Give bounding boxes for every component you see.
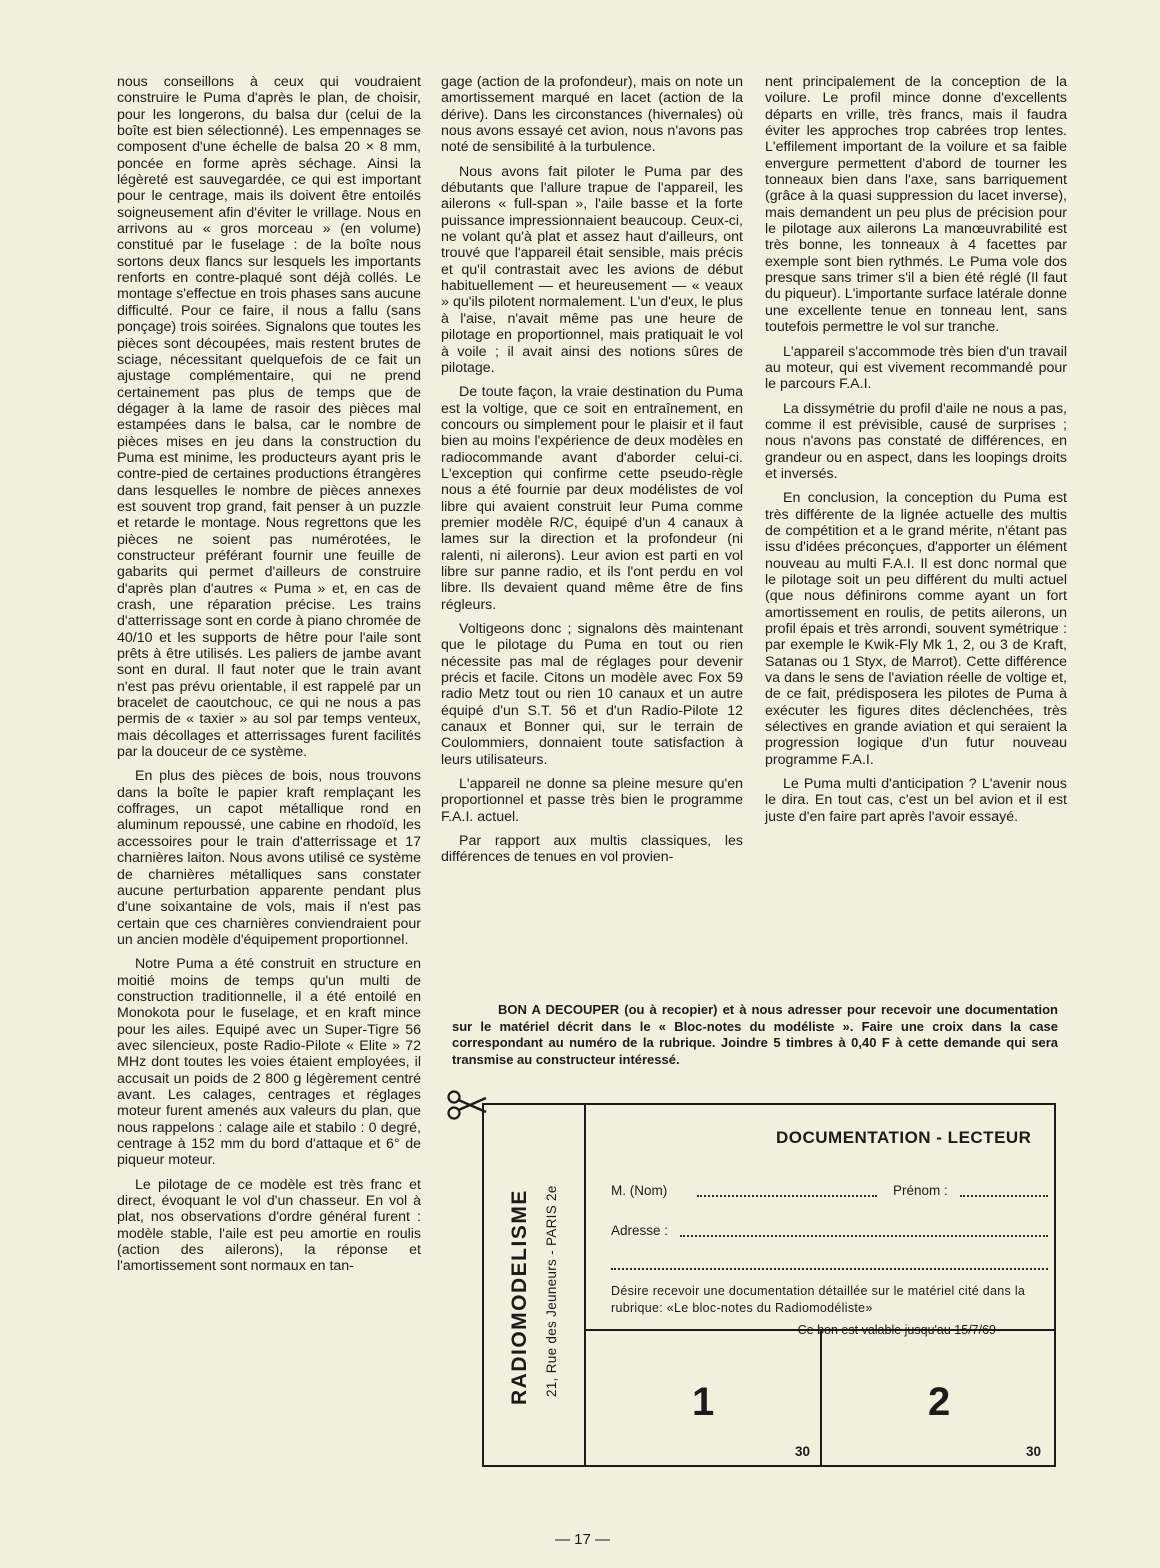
page-number: — 17 — xyxy=(555,1531,611,1548)
name-field[interactable] xyxy=(697,1195,877,1197)
address-field-line2[interactable] xyxy=(611,1268,1048,1270)
article-column-1 xyxy=(117,74,421,1283)
validity-note: - Ce bon est valable jusqu'au 15/7/69 xyxy=(790,1323,996,1337)
firstname-field[interactable] xyxy=(960,1195,1048,1197)
checkbox-2-code: 30 xyxy=(1026,1444,1042,1459)
coupon-notice: BON A DECOUPER (ou à recopier) et à nous adresser pour recevoir une documentation sur le matériel décrit dans le « Bloc-notes du modéliste ». Faire une croix dans la case correspondant au numéro de la rubrique. Joindre 5 timbres à 0,40 F à cette demande qui sera transmise au constructeur intéressé. xyxy=(452,1002,1058,1067)
checkbox-1-code: 30 xyxy=(795,1444,811,1459)
firstname-label: Prénom : xyxy=(893,1183,948,1198)
checkbox-1-number[interactable]: 1 xyxy=(692,1380,715,1424)
address-field[interactable] xyxy=(680,1235,1048,1237)
paragraph: Le pilotage de ce modèle est très franc et direct, évoquant le vol d'un chasseur. En vol à plat, nos observations d'ordre général furent : modèle stable, l'aile est peu amortie en roulis (action des ailerons), la réponse et l'amortissement sont normaux en tan- xyxy=(117,1176,421,1275)
name-label: M. (Nom) xyxy=(611,1183,668,1198)
article-column-2 xyxy=(441,74,743,874)
publisher-address: 21, Rue des Jeuneurs - PARIS 2e xyxy=(544,1185,559,1397)
paragraph: Nous avons fait piloter le Puma par des débutants que l'allure trapue de l'appareil, les ailerons « full-span », l'aile basse et la forte puissance impressionnaient beaucoup. Ceux-ci, ne volant qu'à plat et assez haut d'ailleurs, ont trouvé que l'appareil était sensible, mais précis et qu'il contrastait avec les avions de début habituellement — et heureusement — « veaux » qu'ils pilotent normalement. L'un d'eux, le plus à l'aise, n'avait même pas une heure de pilotage en proportionnel, mais pratiquait le vol à voile ; il avait ainsi des notions sûres de pilotage. xyxy=(441,163,743,376)
paragraph: Par rapport aux multis classiques, les différences de tenues en vol provien- xyxy=(441,833,743,866)
coupon-title: DOCUMENTATION - LECTEUR xyxy=(776,1128,1032,1147)
paragraph: L'appareil ne donne sa pleine mesure qu'en proportionnel et passe très bien le programme F.A.I. actuel. xyxy=(441,776,743,825)
publisher-sidebar xyxy=(484,1105,584,1463)
publisher-name: RADIOMODELISME xyxy=(508,1189,531,1405)
coupon-divider xyxy=(584,1105,586,1465)
paragraph: Le Puma multi d'anticipation ? L'avenir nous le dira. En tout cas, c'est un bel avion et il est juste d'en faire part après l'avoir essayé. xyxy=(765,776,1067,825)
paragraph: nous conseillons à ceux qui voudraient construire le Puma d'après le plan, de choisir, pour les longerons, du balsa dur (celui de la boîte est bien sélectionné). Les empennages se composent d'une échelle de balsa 20 × 8 mm, poncée en forme après séchage. Ainsi la légèreté est sauvegardée, ce qui est important pour le centrage, mais ils doivent être entoilés soigneusement afin d'éviter le vrillage. Nous en arrivons au « gros morceau » (en volume) constitué par le fuselage : de la boîte nous sortons deux flancs sur lesquels les importants renforts en contre-plaqué sont déjà collés. Le montage s'effectue en trois phases sans aucune difficulté. Pour ce faire, il nous a fallu (sans ponçage) trois soirées. Signalons que toutes les pièces sont découpées, mais restent brutes de sciage, nécessitant quelquefois de ce fait un ajustage complémentaire, qui ne prend certainement pas plus de temps que de dégager à la lame de rasoir des pièces mal estampées dans le balsa, car le nombre de pièces mises en jeu dans la construction du Puma est minime, les producteurs ayant pris le contre-pied de certaines productions étrangères dans lesquelles le nombre de pièces annexes est souvent trop grand, fait penser à un puzzle et retarde le montage. Nous regrettons que les pièces ne soient pas numérotées, le constructeur préférant fournir une feuille de gabarits qui permet d'ailleurs de construire d'après plan d'autres « Puma » et, en cas de crash, une réparation précise. Les trains d'atterrissage sont en corde à piano chromée de 40/10 et les supports de hêtre pour l'aile sont prêts à être utilisés. Les paliers de jambe avant sont en dural. Il faut noter que le train avant n'est pas prévu orientable, il est rappelé par un bracelet de caoutchouc, ce qui ne nous a pas permis de « taxier » au sol par temps venteux, mais décollages et atterrissages furent facilités par la douceur de ce système. xyxy=(117,74,421,761)
paragraph: De toute façon, la vraie destination du Puma est la voltige, que ce soit en entraînement, en concours ou simplement pour le plaisir et il faut bien au moins l'expérience de deux modèles en radiocommande avant d'aborder celui-ci. L'exception qui confirme cette pseudo-règle nous a été fournie par deux modélistes de vol libre qui avaient construit leur Puma comme premier modèle R/C, équipé d'un 4 canaux à lames sur la direction et la profondeur (ni ralenti, ni ailerons). Leur avion est parti en vol libre sur panne radio, et ils l'ont perdu en vol libre. Ils devaient quand même être de fins régleurs. xyxy=(441,384,743,613)
paragraph: Voltigeons donc ; signalons dès maintenant que le pilotage du Puma en tout ou rien nécessite pas mal de réglages pour devenir précis et facile. Citons un modèle avec Fox 59 radio Metz tout ou rien 10 canaux et un autre équipé d'un S.T. 56 et d'un Radio-Pilote 12 canaux et Bonner qui, sur le terrain de Coulommiers, donnaient toute satisfaction à leurs utilisateurs. xyxy=(441,621,743,768)
coupon-divider xyxy=(820,1329,822,1465)
address-label: Adresse : xyxy=(611,1223,669,1238)
request-text: Désire recevoir une documentation détaillée sur le matériel cité dans la rubrique: «Le bloc-notes du Radiomodéliste» xyxy=(611,1284,1026,1315)
paragraph: En plus des pièces de bois, nous trouvons dans la boîte le papier kraft remplaçant les coffrages, un capot métallique rond en aluminum repoussé, une cabine en rhodoïd, les accessoires pour le train d'atterrissage et 17 charnières laiton. Nous avons utilisé ce système de charnières métalliques sans constater aucune perturbation apparente pendant plus d'une soixantaine de vols, mais il n'est pas certain que ces charnières conviendraient pour un ancien modèle d'équipement proportionnel. xyxy=(117,768,421,948)
paragraph: La dissymétrie du profil d'aile ne nous a pas, comme il est prévisible, causé de surprises ; nous n'avons pas constaté de différences, en grandeur ou en aspect, dans les loopings droits et inversés. xyxy=(765,400,1067,482)
checkbox-2-number[interactable]: 2 xyxy=(928,1380,951,1424)
article-column-3 xyxy=(765,74,1067,833)
paragraph: L'appareil s'accommode très bien d'un travail au moteur, qui est vivement recommandé pour le parcours F.A.I. xyxy=(765,343,1067,393)
paragraph: gage (action de la profondeur), mais on note un amortissement marqué en lacet (action de la dérive). Dans les circonstances (hivernales) où nous avons essayé cet avion, nous n'avons pas noté de sensibilité à la turbulence. xyxy=(441,74,743,156)
paragraph: nent principalement de la conception de la voilure. Le profil mince donne d'excellents départs en vrille, très francs, mais il faudra éviter les approches trop cabrées trop lentes. L'effilement important de la voilure et sa faible envergure permettent d'abord de tourner les tonneaux bien dans l'axe, sans barriquement (grâce à la quasi suppression du lacet inverse), mais demandent un peu plus de précision pour le pilotage aux ailerons La manœuvrabilité est très bonne, les tonneaux à 4 facettes par exemple sont bien rythmés. Le Puma vole dos presque sans trimer s'il a bien été réglé (Il faut du piqueur). L'importante surface latérale donne une excellente tenue en tonneau lent, sans toutefois permettre le vol sur tranche. xyxy=(765,74,1067,336)
paragraph: En conclusion, la conception du Puma est très différente de la lignée actuelle des multis de compétition et a le grand mérite, n'étant pas issu d'idées préconçues, d'apporter un élément nouveau au multi F.A.I. Il est donc normal que le pilotage soit un peu différent du multi actuel (que nous définirons comme ayant un fort amortissement en roulis, de petits ailerons, un profil épais et très arrondi, souvent symétrique : par exemple le Kwik-Fly Mk 1, 2, ou 3 de Kraft, Satanas ou 1 Styx, de Marrot). Cette différence va dans le sens de l'aviation réelle de voltige et, de ce fait, prédisposera les pilotes de Puma à exécuter les figures dites déclenchées, très sélectives en grande aviation et qui seraient la progression logique d'un futur nouveau programme F.A.I. xyxy=(765,490,1067,768)
paragraph: Notre Puma a été construit en structure en moitié moins de temps qu'un multi de construction traditionnelle, il a été entoilé en Monokota pour le fuselage, et en kraft mince pour les ailes. Equipé avec un Super-Tigre 56 avec silencieux, poste Radio-Pilote « Elite » 72 MHz dont toutes les voies étaient employées, il accusait un poids de 2 800 g légèrement centré avant. Les calages, centrages et réglages moteur furent amenés aux valeurs du plan, que nous rappelons : calage aile et stabilo : 0 degré, centrage à 152 mm du bord d'attaque et 6° de piqueur moteur. xyxy=(117,956,421,1169)
